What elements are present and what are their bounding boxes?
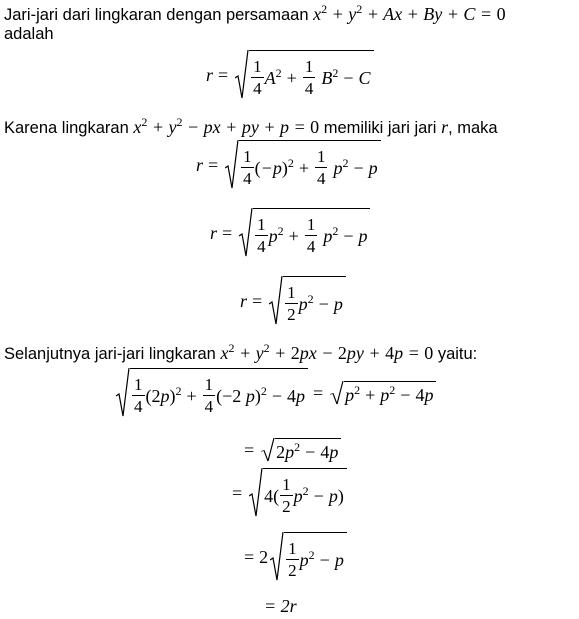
intro-line <box>4 4 506 26</box>
new-radius-step-1: $\frac{1}{4}$ $(2p)^2$ + $\frac{1}{4}$ (−2 p)$^2$ − 4p = $p^2$ + $p^2$ − 4p <box>114 368 436 418</box>
new-radius-step-2: = $2p^2$ − 4p <box>244 438 341 462</box>
radius-step-2: r = $\frac{1}{4}$ $p^2$ + $\frac{1}{4}$ $p^2$ − p <box>210 208 370 258</box>
new-radius-step-3: = 4( $\frac{1}{2}$ $p^2$ − p ) <box>232 468 347 518</box>
radius-general-formula: r = $\frac{1}{4}$ $A^2$ + $\frac{1}{4}$ $B^2$ − C <box>206 50 374 100</box>
radius-step-3: r = $\frac{1}{2}$ $p^2$ − p <box>240 276 346 326</box>
selanjutnya-line: Selanjutnya jari-jari lingkaran $x^2 + y^2 + 2px - 2py + 4p = 0$ yaitu: <box>4 341 478 363</box>
final-result: = 2r <box>264 596 297 616</box>
new-radius-step-4: = 2 $\frac{1}{2}$ $p^2$ − p <box>244 532 347 582</box>
radius-step-1: r = $\frac{1}{4}$ $(-p)^2$ + $\frac{1}{4}$ $p^2$ − p <box>196 140 381 190</box>
sqrt: $\frac{1}{4}$ $A^2$ + $\frac{1}{4}$ $B^2$ − C <box>235 50 373 100</box>
intro-text: Jari-jari dari lingkaran dengan persamaan <box>4 6 309 24</box>
adalah-text: adalah <box>4 25 54 43</box>
general-circle-equation: $x^2 + y^2 + Ax + By + C = 0$ <box>313 2 506 24</box>
karena-line: Karena lingkaran $x^2 + y^2$ − px + py + p = 0 memiliki jari jari r, maka <box>4 115 498 137</box>
